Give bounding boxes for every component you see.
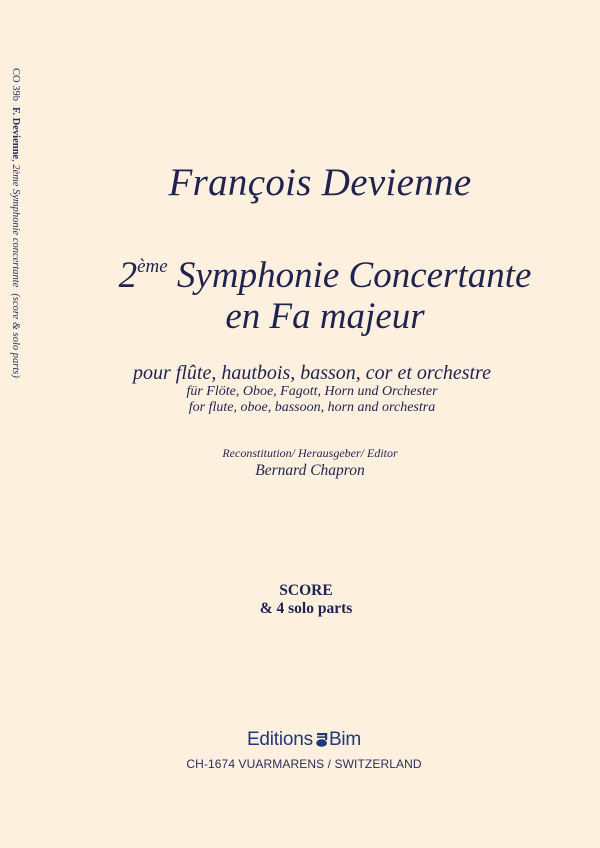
spine-note: (score & solo parts): [10, 293, 21, 378]
publisher-address: CH-1674 VUARMARENS / SWITZERLAND: [186, 757, 422, 771]
work-key: en Fa majeur: [225, 296, 425, 337]
catalog-code: CO 39b: [10, 68, 21, 101]
spine-title: 2ème Symphonie concertante: [10, 164, 21, 288]
editor-label: Reconstitution/ Herausgeber/ Editor: [222, 446, 398, 460]
edition-type: SCORE: [279, 582, 333, 599]
editor-name: Bernard Chapron: [255, 462, 365, 479]
composer-name: François Devienne: [168, 161, 472, 204]
edition-parts: & 4 solo parts: [259, 600, 353, 617]
music-note-logo-icon: [316, 731, 328, 745]
spine-text: CO 39bF. Devienne, 2ème Symphonie concertante(score & solo parts): [10, 68, 21, 378]
work-title: [25, 256, 600, 296]
publisher-logo: [4, 729, 600, 751]
title-number: 2: [118, 255, 138, 296]
instrumentation-french: pour flûte, hautbois, basson, cor et orchestre: [133, 362, 491, 384]
spine-composer: F. Devienne: [10, 106, 21, 160]
publisher-name-right: Bim: [328, 729, 362, 750]
instrumentation-german: für Flöte, Oboe, Fagott, Horn und Orchester: [186, 384, 438, 399]
instrumentation-english: for flute, oboe, bassoon, horn and orchestra: [188, 400, 436, 415]
title-main: Symphonie Concertante: [176, 255, 532, 296]
publisher-name-left: Editions: [246, 729, 313, 750]
title-superscript: ème: [137, 256, 168, 277]
